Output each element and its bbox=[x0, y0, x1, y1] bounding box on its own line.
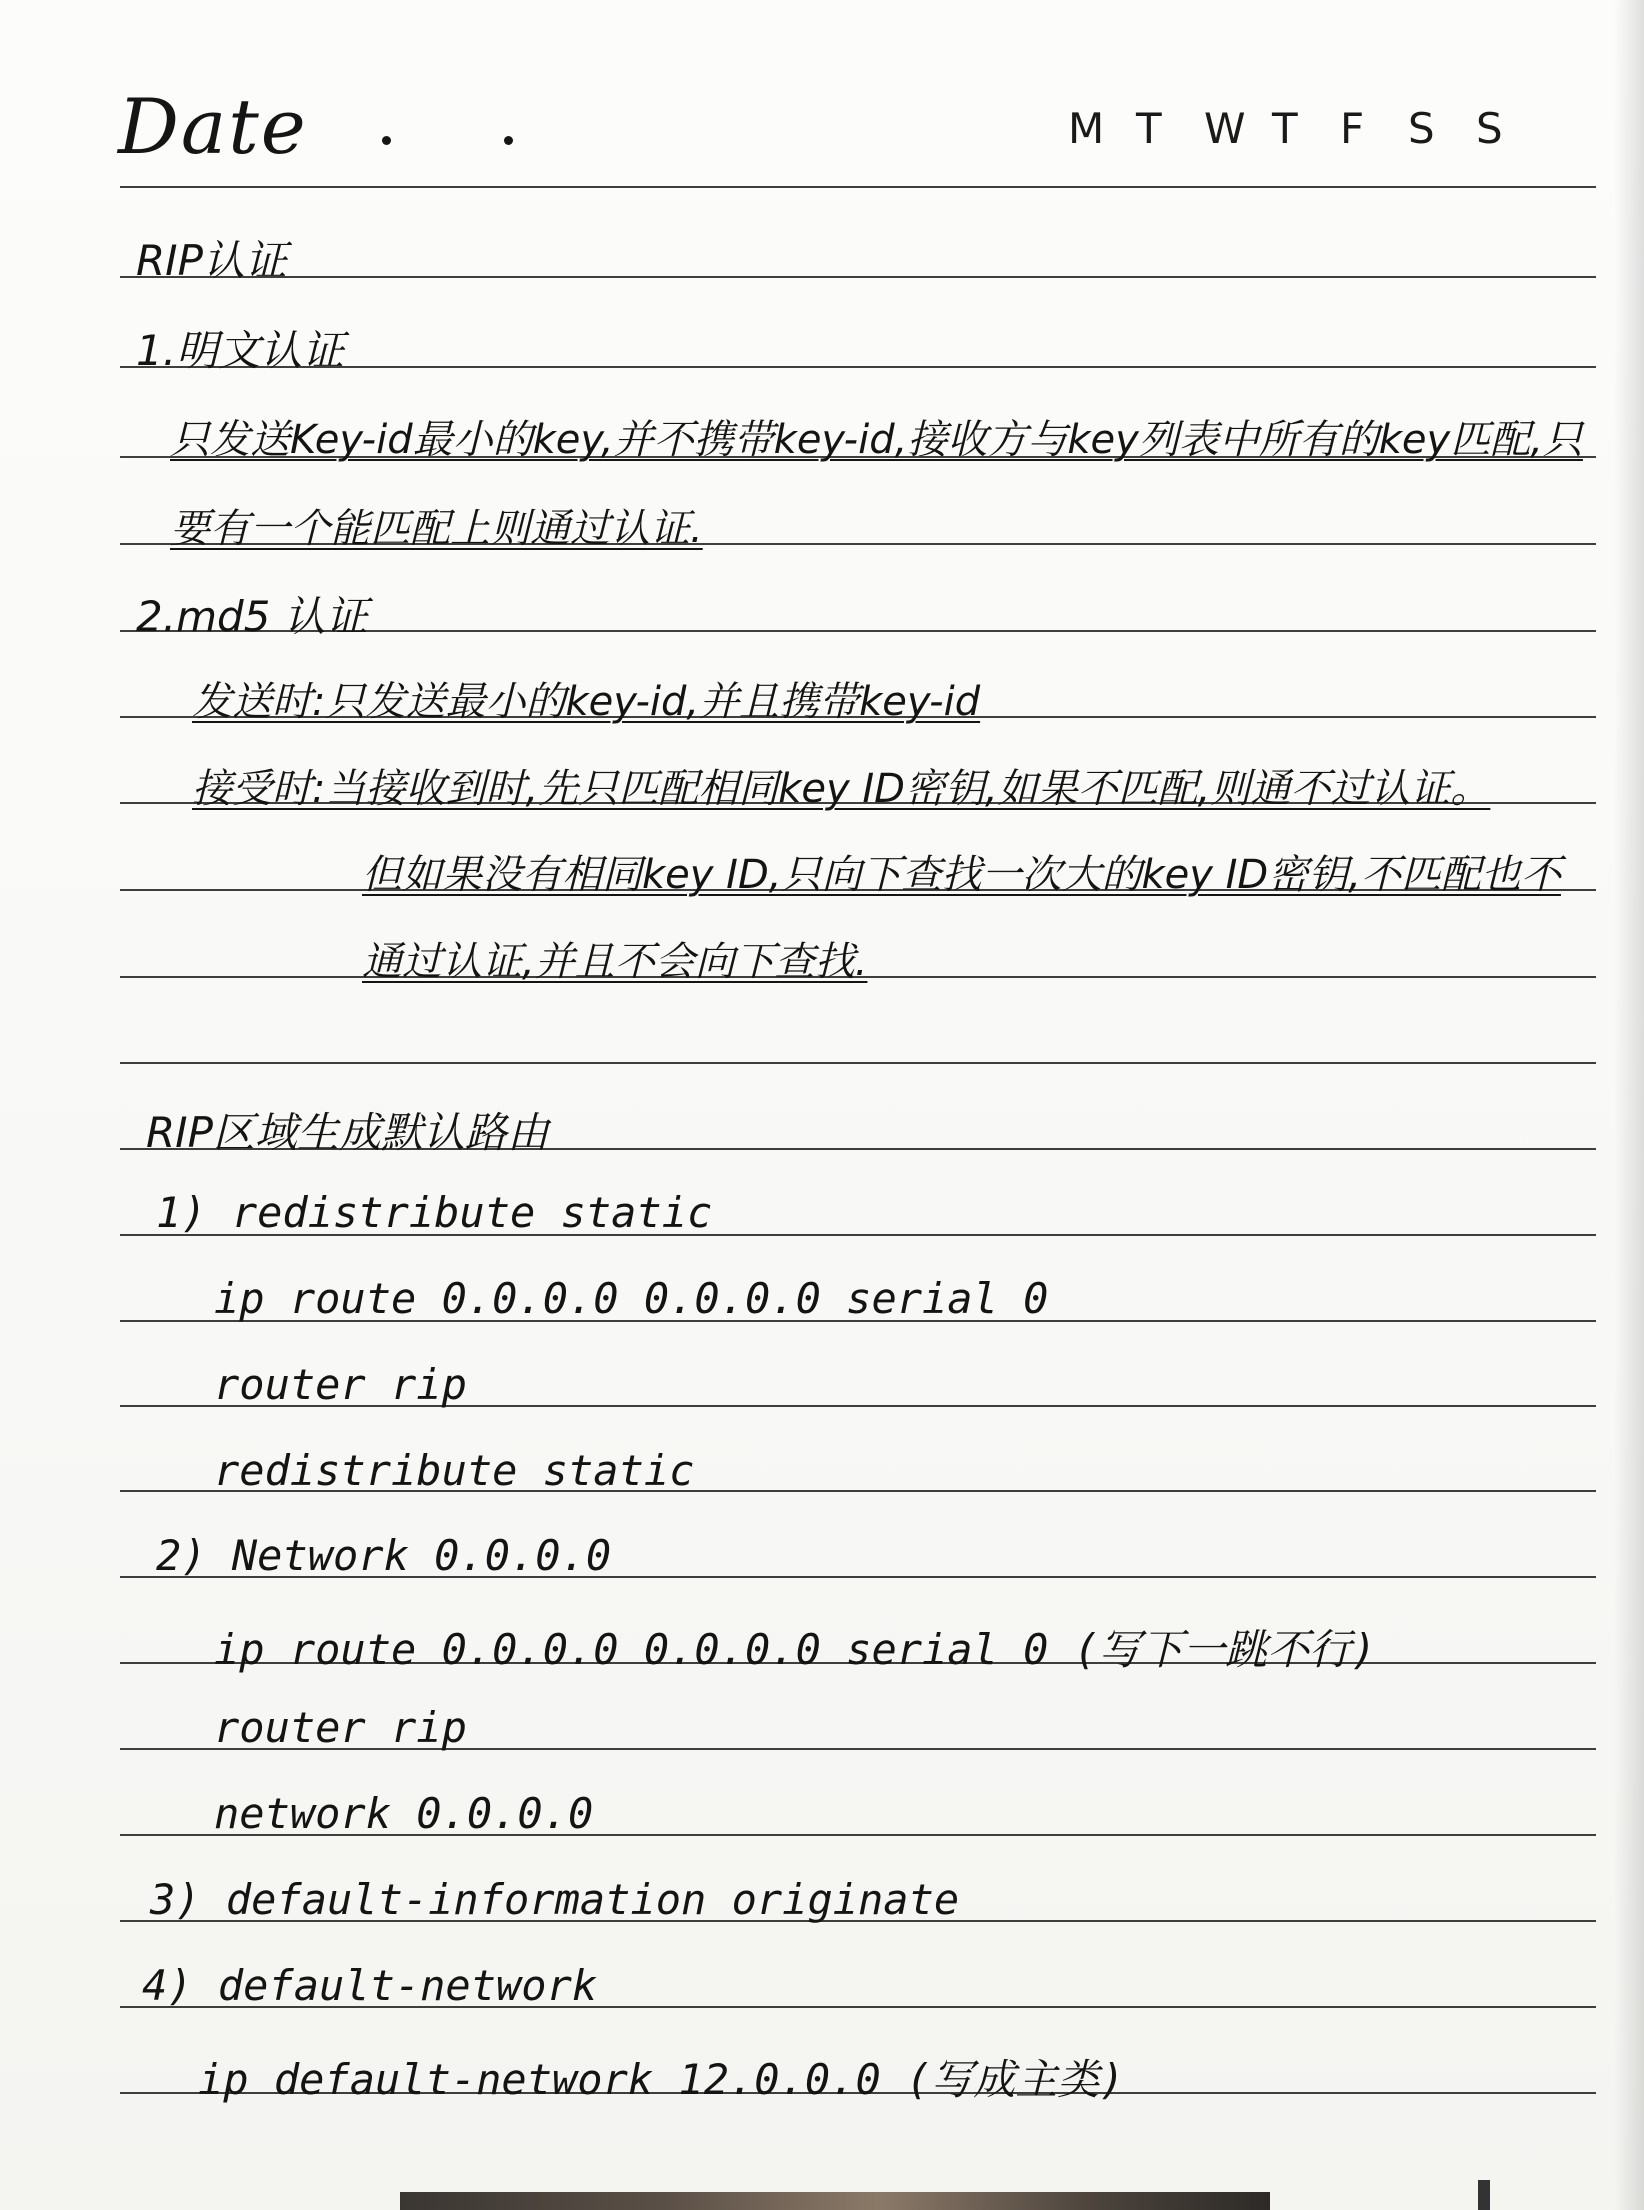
plain-auth-line-1: 只发送Key-id最小的key,并不携带key-id,接收方与key列表中所有的key匹配,只 bbox=[170, 417, 1583, 463]
method-1-cmd-1: ip route 0.0.0.0 0.0.0.0 serial 0 bbox=[214, 1274, 1049, 1323]
weekday-sun: S bbox=[1476, 104, 1503, 153]
rip-auth-title: RIP认证 bbox=[136, 236, 287, 285]
date-dot-1 bbox=[382, 136, 391, 145]
ruled-line bbox=[120, 276, 1596, 278]
method-2-cmd-2: router rip bbox=[214, 1703, 467, 1752]
weekday-mon: M bbox=[1068, 104, 1105, 153]
plain-auth-line-2: 要有一个能匹配上则通过认证. bbox=[170, 506, 703, 552]
default-route-title: RIP区域生成默认路由 bbox=[146, 1108, 549, 1157]
method-1-cmd-3: redistribute static bbox=[214, 1446, 695, 1495]
md5-auth-title: 2.md5 认证 bbox=[136, 592, 368, 641]
weekday-tue: T bbox=[1136, 104, 1162, 153]
method-2-cmd-1: ip route 0.0.0.0 0.0.0.0 serial 0 (写下一跳不行) bbox=[214, 1625, 1377, 1674]
md5-send-line: 发送时:只发送最小的key-id,并且携带key-id bbox=[192, 679, 981, 725]
method-4-title: 4) default-network bbox=[142, 1961, 598, 2010]
weekday-thu: T bbox=[1272, 104, 1298, 153]
plain-auth-title: 1.明文认证 bbox=[136, 326, 345, 375]
background-desk-strip bbox=[400, 2192, 1270, 2210]
weekday-row bbox=[1068, 104, 1544, 153]
method-1-cmd-2: router rip bbox=[214, 1360, 467, 1409]
weekday-wed: W bbox=[1204, 104, 1246, 153]
ruled-line bbox=[120, 1062, 1596, 1064]
method-2-title: 2) Network 0.0.0.0 bbox=[156, 1531, 612, 1580]
method-1-title: 1) redistribute static bbox=[156, 1188, 713, 1237]
date-label: Date bbox=[118, 82, 308, 171]
date-dot-2 bbox=[504, 136, 513, 145]
method-2-cmd-3: network 0.0.0.0 bbox=[214, 1789, 594, 1838]
page-binding-shadow bbox=[1614, 0, 1644, 2210]
method-3-title: 3) default-information originate bbox=[150, 1875, 960, 1924]
md5-receive-line-2: 但如果没有相同key ID,只向下查找一次大的key ID密钥,不匹配也不 bbox=[362, 852, 1561, 898]
md5-receive-line-1: 接受时:当接收到时,先只匹配相同key ID密钥,如果不匹配,则通不过认证。 bbox=[192, 766, 1491, 812]
method-4-cmd-1: ip default-network 12.0.0.0 (写成主类) bbox=[198, 2055, 1125, 2104]
page-corner-shadow bbox=[1478, 2180, 1490, 2210]
weekday-fri: F bbox=[1340, 104, 1365, 153]
weekday-sat: S bbox=[1408, 104, 1435, 153]
ruled-line bbox=[120, 186, 1596, 188]
md5-receive-line-3: 通过认证,并且不会向下查找. bbox=[362, 939, 868, 985]
